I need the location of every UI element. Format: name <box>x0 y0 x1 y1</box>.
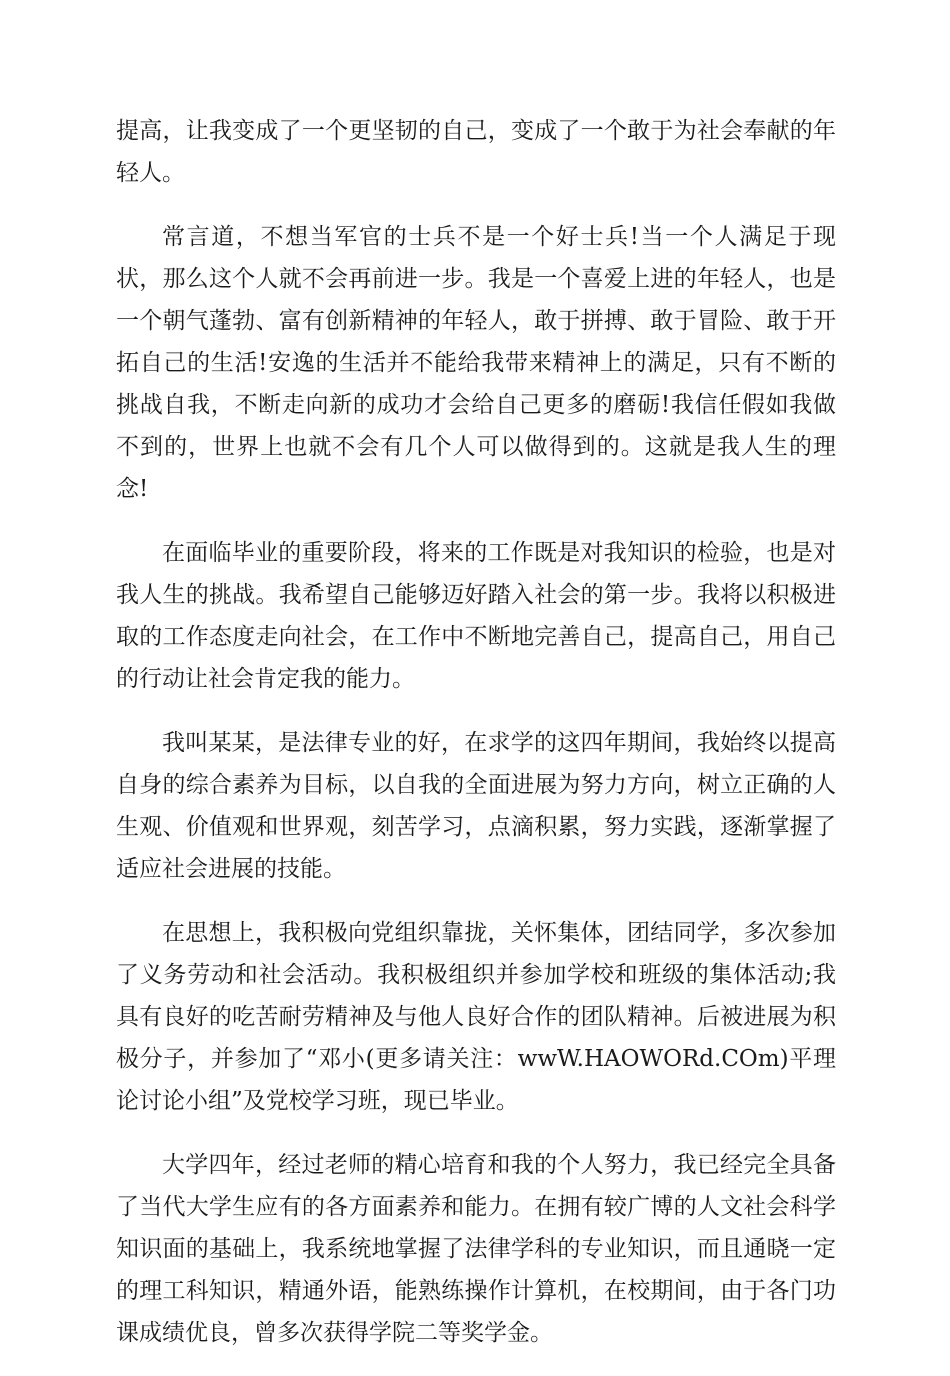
paragraph-1: 提高，让我变成了一个更坚韧的自己，变成了一个敢于为社会奉献的年轻人。 <box>116 118 836 186</box>
document-body <box>116 110 836 1376</box>
paragraph-4: 我叫某某，是法律专业的好，在求学的这四年期间，我始终以提高自身的综合素养为目标，以自我的全面进展为努力方向，树立正确的人生观、价值观和世界观，刻苦学习，点滴积累，努力实践，逐渐掌握了适应社会进展的技能。 <box>116 730 836 882</box>
paragraph-6: 大学四年，经过老师的精心培育和我的个人努力，我已经完全具备了当代大学生应有的各方面素养和能力。在拥有较广博的人文社会科学知识面的基础上，我系统地掌握了法律学科的专业知识，而且通晓一定的理工科知识，精通外语，能熟练操作计算机，在校期间，由于各门功课成绩优良，曾多次获得学院二等奖学金。 <box>116 1152 836 1346</box>
paragraph-2: 常言道，不想当军官的士兵不是一个好士兵!当一个人满足于现状，那么这个人就不会再前进一步。我是一个喜爱上进的年轻人，也是一个朝气蓬勃、富有创新精神的年轻人，敢于拼搏、敢于冒险、敢于开拓自己的生活!安逸的生活并不能给我带来精神上的满足，只有不断的挑战自我，不断走向新的成功才会给自己更多的磨砺!我信任假如我做不到的，世界上也就不会有几个人可以做得到的。这就是我人生的理念! <box>116 224 836 502</box>
paragraph-3: 在面临毕业的重要阶段，将来的工作既是对我知识的检验，也是对我人生的挑战。我希望自己能够迈好踏入社会的第一步。我将以积极进取的工作态度走向社会，在工作中不断地完善自己，提高自己，用自己的行动让社会肯定我的能力。 <box>116 540 836 692</box>
paragraph-5: 在思想上，我积极向党组织靠拢，关怀集体，团结同学，多次参加了义务劳动和社会活动。我积极组织并参加学校和班级的集体活动;我具有良好的吃苦耐劳精神及与他人良好合作的团队精神。后被进展为积极分子，并参加了“邓小(更多请关注：wwW.HAOWORd.COm)平理论讨论小组”及党校学习班，现已毕业。 <box>116 920 836 1114</box>
